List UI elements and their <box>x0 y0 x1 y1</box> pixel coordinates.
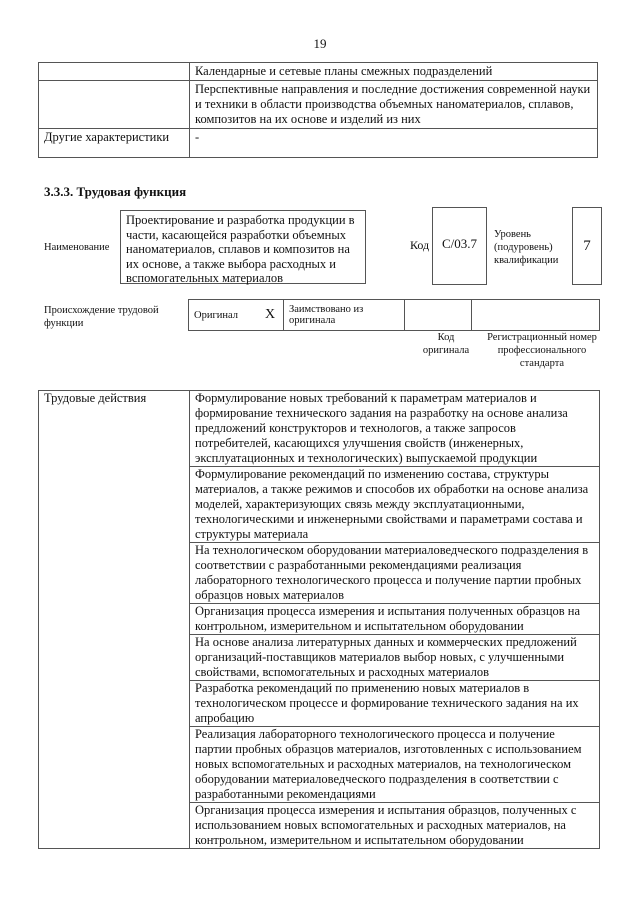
other-characteristics-label: Другие характеристики <box>39 129 190 158</box>
table-row <box>39 63 598 81</box>
labor-actions-table <box>38 390 600 849</box>
table-cell: Календарные и сетевые планы смежных подразделений <box>190 63 598 81</box>
labor-action-item: Формулирование рекомендаций по изменению состава, структуры материалов, а также режимов и способов их обработки на основе анализа моделей, характеризующих связь между эксплуатационными, технологическими и инженерными свойствами и параметрами состава и структуры материала <box>190 467 600 543</box>
level-label: Уровень (подуровень) квалификации <box>494 229 559 266</box>
origin-table <box>188 299 600 331</box>
borrowed-label: Заимствовано из оригинала <box>284 300 405 331</box>
name-label: Наименование <box>44 242 110 253</box>
labor-action-item: Организация процесса измерения и испытания образцов, полученных с использованием новых вспомогательных и расходных материалов, на контрольном, измерительном и испытательном оборудовании <box>190 803 600 849</box>
original-label: Оригинал <box>189 300 258 331</box>
labor-action-item: На основе анализа литературных данных и коммерческих предложений организаций-поставщиков материалов выбор новых, с улучшенными свойствами, вспомогательных и расходных материалов <box>190 635 600 681</box>
labor-action-item: Реализация лабораторного технологического процесса и получение партии пробных образцов материалов, изготовленных с использованием новых вспомогательных и расходных материалов, на технологическом оборудовании материаловедческого подразделения в соответствии с разработанными рекомендациями <box>190 727 600 803</box>
labor-action-item: Формулирование новых требований к параметрам материалов и формирование технического задания на разработку на основе анализа предложений конструкторов и технологов, а также запросов потребителей, касающихся улучшения свойств (инженерных, эксплуатационных и технологических) выпускаемой продукции <box>190 391 600 467</box>
original-code-caption: Код оригинала <box>422 332 470 356</box>
table-row <box>39 129 598 158</box>
table-cell: Перспективные направления и последние достижения современной науки и техники в области производства объемных наноматериалов, сплавов, композитов на их основе и изделий из них <box>190 81 598 129</box>
registration-number-caption: Регистрационный номер профессионального стандарта <box>487 332 597 369</box>
original-code-cell <box>405 300 472 331</box>
section-heading: 3.3.3. Трудовая функция <box>44 184 187 199</box>
knowledge-table <box>38 62 598 158</box>
registration-number-cell <box>472 300 600 331</box>
code-label: Код <box>410 238 430 252</box>
table-cell-empty <box>39 63 190 81</box>
table-row <box>39 81 598 129</box>
labor-action-item: Организация процесса измерения и испытания полученных образцов на контрольном, измерительном и испытательном оборудовании <box>190 604 600 635</box>
table-row <box>189 300 600 331</box>
function-code-value: С/03.7 <box>432 207 487 285</box>
function-name-value: Проектирование и разработка продукции в части, касающейся разработки объемных наноматериалов, сплавов и композитов на их основе, а также выбора расходных и вспомогательных материалов <box>120 210 366 284</box>
labor-action-item: На технологическом оборудовании материаловедческого подразделения в соответствии с разработанными рекомендациями реализация лабораторного технологического процесса и получение партии пробных образцов новых материалов <box>190 543 600 604</box>
qualification-level-value: 7 <box>572 207 602 285</box>
origin-label: Происхождение трудовой функции <box>44 305 159 329</box>
table-cell-empty <box>39 81 190 129</box>
page-number: 19 <box>313 36 327 51</box>
other-characteristics-value: - <box>190 129 598 158</box>
table-row <box>39 391 600 467</box>
original-mark: Х <box>257 300 284 331</box>
labor-actions-label: Трудовые действия <box>39 391 190 849</box>
labor-action-item: Разработка рекомендаций по применению новых материалов в технологическом процессе и формирование технического задания на их апробацию <box>190 681 600 727</box>
